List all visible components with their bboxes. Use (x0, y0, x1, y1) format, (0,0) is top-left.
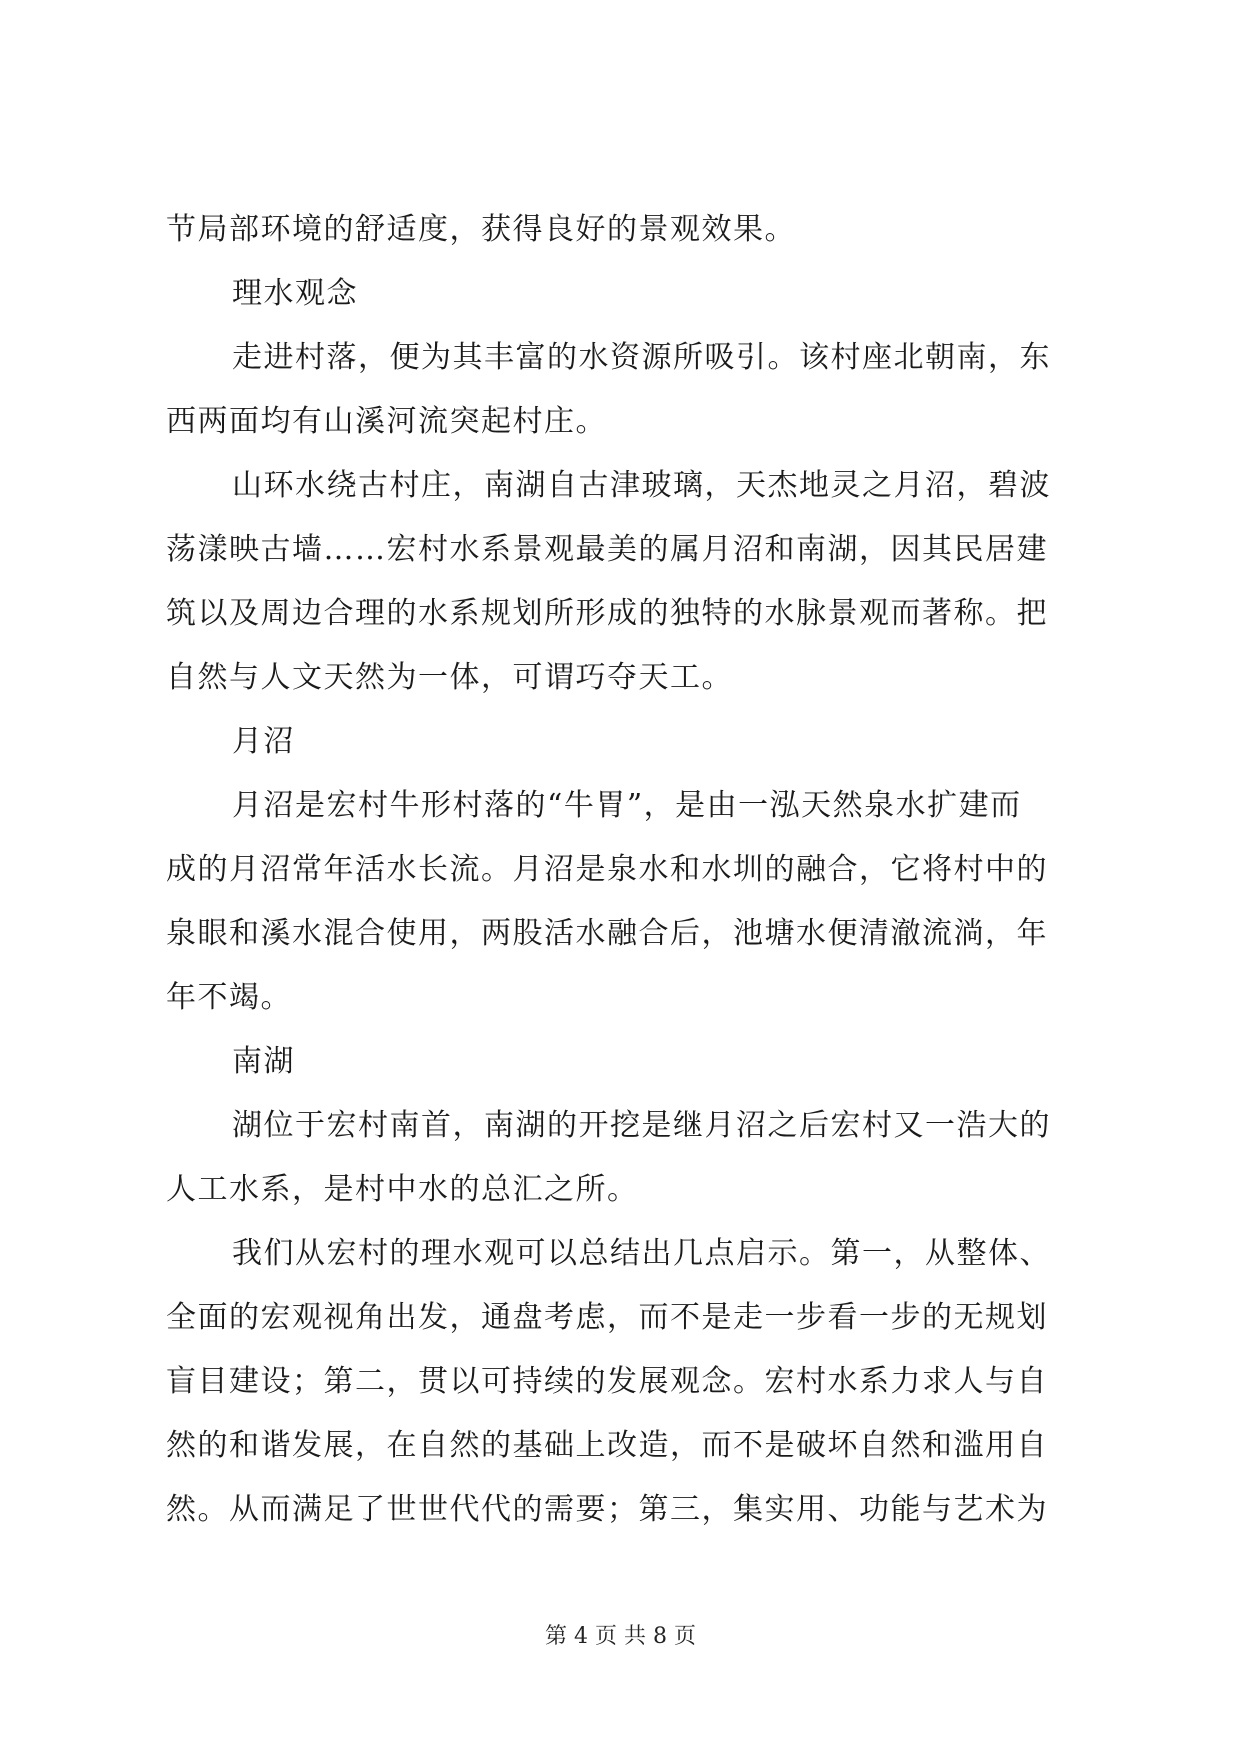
paragraph-line: 泉眼和溪水混合使用，两股活水融合后，池塘水便清澈流淌，年 (166, 916, 1048, 951)
paragraph-line: 成的月沼常年活水长流。月沼是泉水和水圳的融合，它将村中的 (166, 852, 1048, 887)
body-line: 节局部环境的舒适度，获得良好的景观效果。 (166, 212, 796, 247)
paragraph-line: 荡漾映古墙……宏村水系景观最美的属月沼和南湖，因其民居建 (166, 532, 1048, 567)
paragraph-line: 山环水绕古村庄，南湖自古津玻璃，天杰地灵之月沼，碧波 (232, 468, 1051, 503)
paragraph-line: 走进村落，便为其丰富的水资源所吸引。该村座北朝南，东 (232, 340, 1051, 375)
page-number-footer: 第 4 页 共 8 页 (545, 1624, 696, 1649)
paragraph-line: 西两面均有山溪河流突起村庄。 (166, 404, 607, 439)
paragraph-line: 全面的宏观视角出发，通盘考虑，而不是走一步看一步的无规划 (166, 1300, 1048, 1335)
section-heading: 理水观念 (232, 276, 358, 311)
paragraph-line: 盲目建设；第二，贯以可持续的发展观念。宏村水系力求人与自 (166, 1364, 1048, 1399)
paragraph-line: 然。从而满足了世世代代的需要；第三，集实用、功能与艺术为 (166, 1492, 1048, 1527)
paragraph-line: 自然与人文天然为一体，可谓巧夺天工。 (166, 660, 733, 695)
section-heading: 南湖 (232, 1044, 295, 1079)
paragraph-line: 湖位于宏村南首，南湖的开挖是继月沼之后宏村又一浩大的 (232, 1108, 1051, 1143)
section-heading: 月沼 (232, 724, 295, 759)
paragraph-line: 年不竭。 (166, 980, 292, 1015)
paragraph-line: 月沼是宏村牛形村落的“牛胃”，是由一泓天然泉水扩建而 (232, 788, 1022, 823)
paragraph-line: 我们从宏村的理水观可以总结出几点启示。第一，从整体、 (232, 1236, 1051, 1271)
document-body (166, 198, 1086, 1542)
paragraph-line: 然的和谐发展，在自然的基础上改造，而不是破坏自然和滥用自 (166, 1428, 1048, 1463)
paragraph-line: 人工水系，是村中水的总汇之所。 (166, 1172, 639, 1207)
paragraph-line: 筑以及周边合理的水系规划所形成的独特的水脉景观而著称。把 (166, 596, 1048, 631)
